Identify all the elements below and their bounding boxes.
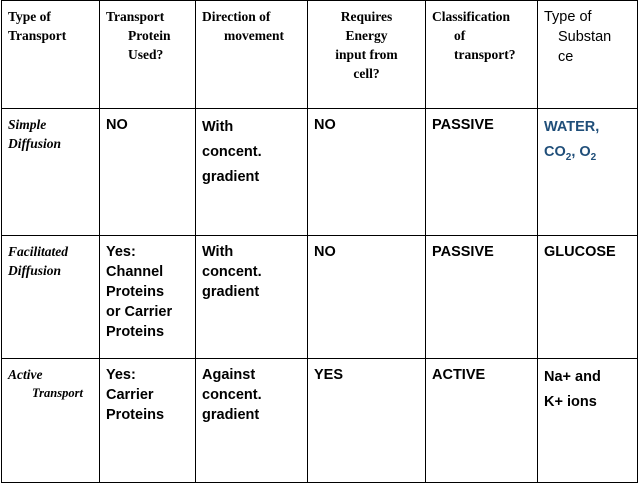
- subscript: 2: [565, 151, 572, 163]
- header-text: movement: [224, 28, 284, 43]
- cell-text: GLUCOSE: [544, 244, 616, 260]
- cell-direction: [196, 359, 308, 483]
- header-text: Transport: [8, 28, 67, 43]
- header-text: cell?: [353, 66, 380, 81]
- cell-transport-type: [2, 359, 100, 483]
- header-text: Requires: [340, 9, 393, 24]
- cell-text: gradient: [202, 407, 260, 423]
- cell-text: Carrier: [106, 387, 154, 403]
- cell-energy: [308, 359, 426, 483]
- cell-text: PASSIVE: [432, 244, 494, 260]
- co2-o2-formula: [544, 140, 631, 165]
- cell-text: Na+ and: [544, 369, 601, 385]
- header-row: [2, 1, 638, 109]
- cell-text: With: [202, 119, 234, 135]
- cell-text: ACTIVE: [432, 367, 486, 383]
- header-text: Type of: [8, 9, 51, 24]
- cell-text: Proteins: [106, 324, 165, 340]
- cell-text: Diffusion: [8, 136, 62, 151]
- header-text: ce: [558, 49, 574, 65]
- header-direction: [196, 1, 308, 109]
- header-classification: [426, 1, 538, 109]
- cell-text: K+ ions: [544, 394, 597, 410]
- cell-text: Proteins: [106, 284, 165, 300]
- cell-classification: [426, 359, 538, 483]
- subscript: 2: [590, 151, 597, 163]
- table-row: [2, 236, 638, 359]
- header-text: Used?: [128, 47, 164, 62]
- header-text: Classification: [432, 9, 511, 24]
- cell-text: NO: [314, 244, 336, 260]
- header-type-of-transport: [2, 1, 100, 109]
- header-text: Protein: [128, 28, 171, 43]
- header-text: Substan: [558, 29, 612, 45]
- cell-text: YES: [314, 367, 344, 383]
- cell-text: Facilitated: [8, 244, 68, 259]
- cell-direction: [196, 109, 308, 236]
- cell-text: gradient: [202, 284, 260, 300]
- transport-comparison-table: [1, 0, 638, 483]
- cell-text: With: [202, 244, 234, 260]
- cell-classification: [426, 109, 538, 236]
- cell-text: Yes:: [106, 367, 136, 383]
- cell-text: Diffusion: [8, 263, 62, 278]
- cell-text: NO: [314, 117, 336, 133]
- cell-text: Active: [8, 367, 43, 382]
- cell-text: Channel: [106, 264, 164, 280]
- cell-text: PASSIVE: [432, 117, 494, 133]
- cell-text: Simple: [8, 117, 47, 132]
- cell-text: gradient: [202, 169, 260, 185]
- cell-energy: [308, 109, 426, 236]
- header-text: transport?: [454, 47, 516, 62]
- cell-text: Transport: [32, 386, 83, 400]
- cell-protein: [100, 359, 196, 483]
- cell-energy: [308, 236, 426, 359]
- cell-text: Yes:: [106, 244, 136, 260]
- formula-part: , O: [571, 144, 591, 160]
- table-row: [2, 359, 638, 483]
- cell-classification: [426, 236, 538, 359]
- cell-substance: [538, 109, 638, 236]
- formula-part: CO: [544, 144, 566, 160]
- cell-text: concent.: [202, 144, 262, 160]
- cell-text: or Carrier: [106, 304, 173, 320]
- header-transport-protein: [100, 1, 196, 109]
- header-text: Type of: [544, 9, 592, 25]
- header-substance: [538, 1, 638, 109]
- cell-substance: [538, 359, 638, 483]
- header-text: input from: [335, 47, 398, 62]
- header-energy: [308, 1, 426, 109]
- header-text: Direction of: [202, 9, 271, 24]
- cell-transport-type: [2, 236, 100, 359]
- cell-transport-type: [2, 109, 100, 236]
- cell-text: NO: [106, 117, 128, 133]
- cell-text: Against: [202, 367, 256, 383]
- table-row: [2, 109, 638, 236]
- header-text: Transport: [106, 9, 165, 24]
- cell-protein: [100, 236, 196, 359]
- cell-text: concent.: [202, 264, 262, 280]
- cell-direction: [196, 236, 308, 359]
- header-text: Energy: [345, 28, 388, 43]
- header-text: of: [454, 28, 466, 43]
- cell-text: Proteins: [106, 407, 165, 423]
- cell-text: concent.: [202, 387, 262, 403]
- cell-text: WATER,: [544, 119, 600, 135]
- cell-protein: [100, 109, 196, 236]
- cell-substance: [538, 236, 638, 359]
